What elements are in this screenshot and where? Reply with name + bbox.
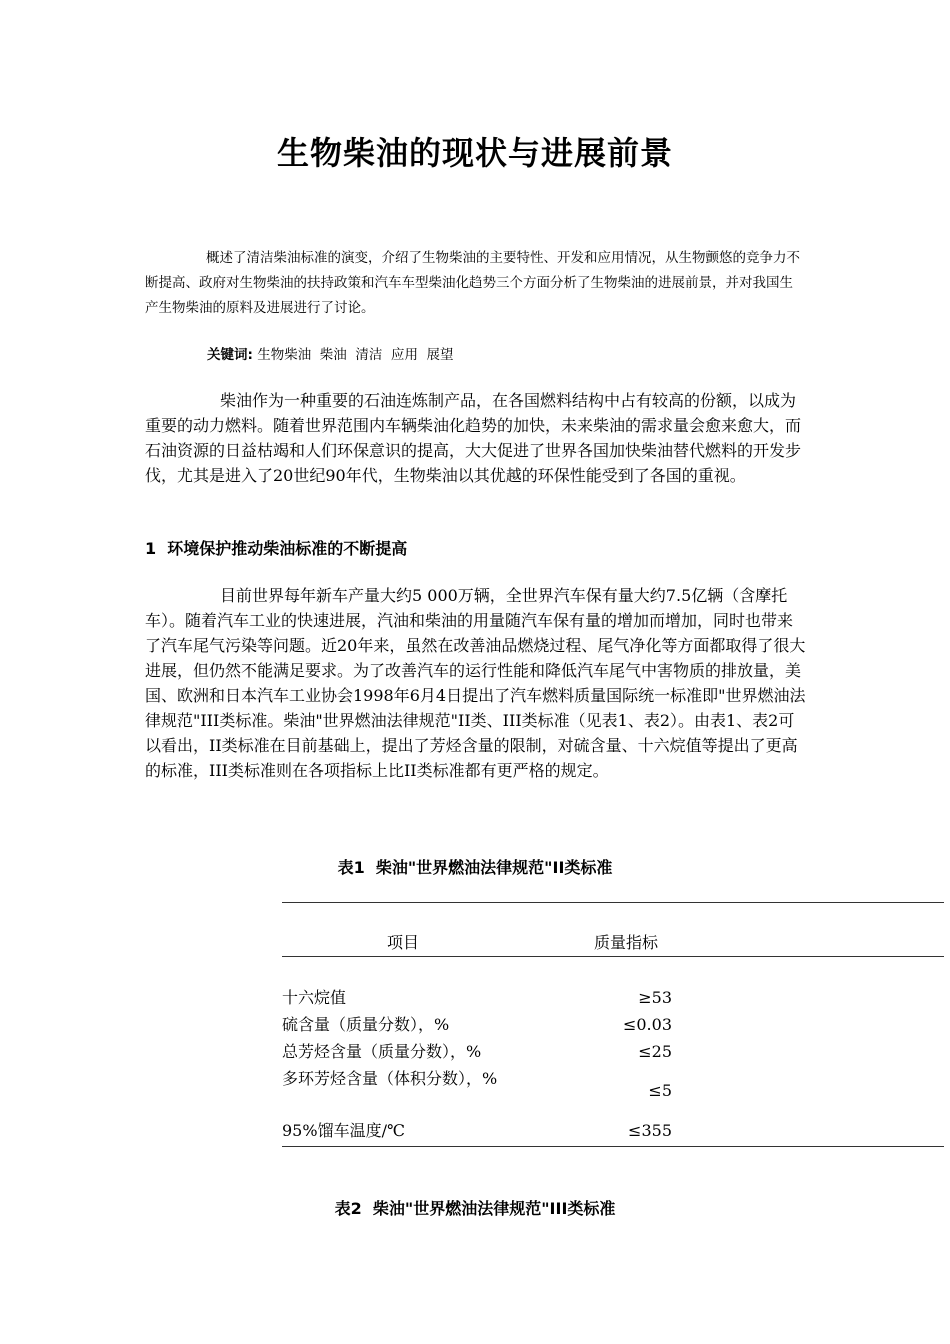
section-paragraph: 目前世界每年新车产量大约5 000万辆，全世界汽车保有量大约7.5亿辆（含摩托车）。随着汽车工业的快速进展，汽油和柴油的用量随汽车保有量的增加而增加，同时也带来了汽车尾气污染等问题。近20年来，虽然在改善油品燃烧过程、尾气净化等方面都取得了很大进展，但仍然不能满足要求。为了改善汽车的运行性能和降低汽车尾气中害物质的排放量，美国、欧洲和日本汽车工业协会1998年6月4日提出了汽车燃料质量国际统一标准即"世界燃油法律规范"III类标准。柴油"世界燃油法律规范"II类、III类标准（见表1、表2）。由表1、表2可以看出，II类标准在目前基础上，提出了芳烃含量的限制，对硫含量、十六烷值等提出了更高的标准，III类标准则在各项指标上比II类标准都有更严格的规定。	[145, 586, 806, 780]
intro-paragraph: 柴油作为一种重要的石油连炼制产品，在各国燃料结构中占有较高的份额，以成为重要的动力燃料。随着世界范围内车辆柴油化趋势的加快，未来柴油的需求量会愈来愈大，而石油资源的日益枯竭和人们环保意识的提高，大大促进了世界各国加快柴油替代燃料的开发步伐，尤其是进入了20世纪90年代，生物柴油以其优越的环保性能受到了各国的重视。	[145, 391, 802, 485]
section-heading: 1 环境保护推动柴油标准的不断提高	[145, 539, 408, 558]
keywords-terms: 生物柴油 柴油 清洁 应用 展望	[257, 347, 454, 363]
table-top-rule	[282, 902, 944, 903]
table2-caption: 表2 柴油"世界燃油法律规范"III类标准	[334, 1199, 616, 1218]
row-value: ≥53	[638, 988, 672, 1007]
keywords-line	[207, 343, 454, 363]
row-item: 硫含量（质量分数），%	[282, 1015, 450, 1034]
row-item: 95%馏车温度/℃	[282, 1121, 405, 1140]
row-item: 总芳烃含量（质量分数），%	[282, 1042, 482, 1061]
row-value: ≤0.03	[622, 1015, 672, 1034]
abstract-paragraph: 概述了清洁柴油标准的演变，介绍了生物柴油的主要特性、开发和应用情况，从生物颤悠的竞争力不断提高、政府对生物柴油的扶持政策和汽车车型柴油化趋势三个方面分析了生物柴油的进展前景，并对我国生产生物柴油的原料及进展进行了讨论。	[145, 250, 800, 316]
table1-caption: 表1 柴油"世界燃油法律规范"II类标准	[337, 858, 613, 877]
column-header-item: 项目	[387, 933, 420, 952]
column-header-value: 质量指标	[594, 933, 659, 952]
keywords-label: 关键词:	[207, 347, 253, 363]
row-item: 十六烷值	[282, 988, 347, 1007]
row-value: ≤5	[648, 1081, 672, 1100]
row-value: ≤355	[628, 1121, 672, 1140]
row-value: ≤25	[638, 1042, 672, 1061]
document-title: 生物柴油的现状与进展前景	[276, 134, 673, 172]
row-item: 多环芳烃含量（体积分数），%	[282, 1069, 498, 1088]
table-header-rule	[282, 956, 944, 957]
table-bottom-rule	[282, 1146, 944, 1147]
